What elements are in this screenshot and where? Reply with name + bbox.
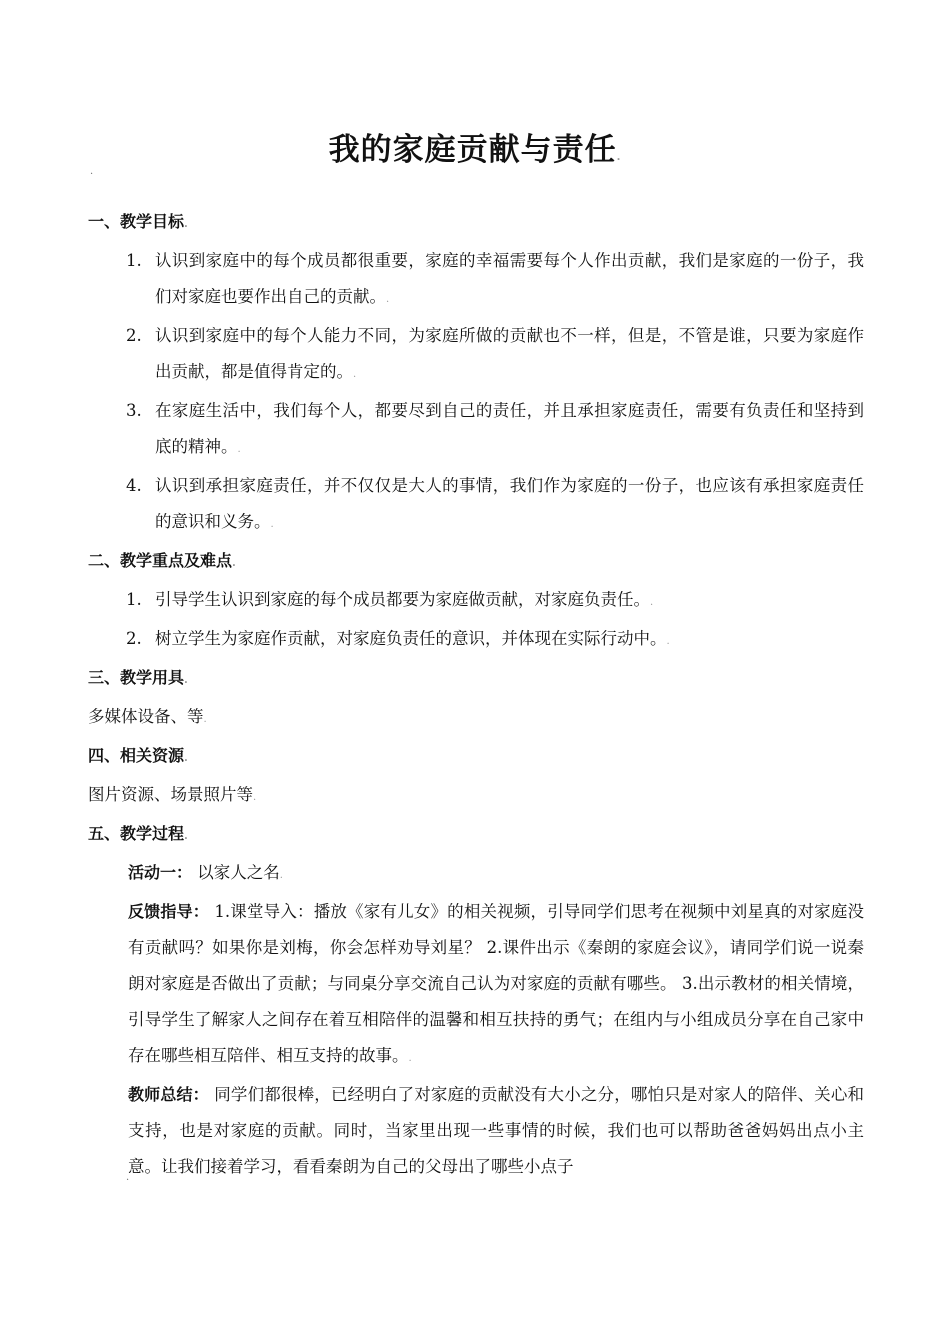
activity-paragraph: 活动一： 以家人之名. bbox=[128, 863, 283, 882]
key-points-list bbox=[88, 582, 864, 660]
section-heading-tools: 三、教学用具. bbox=[88, 668, 188, 687]
summary-label: 教师总结： bbox=[128, 1085, 209, 1104]
feedback-text: 1.课堂导入：播放《家有儿女》的相关视频，引导同学们思考在视频中刘星真的对家庭没有贡献吗？如果你是刘梅，你会怎样劝导刘星？ 2.课件出示《秦朗的家庭会议》，请同学们说一说秦朗对家庭是否做出了贡献；与同桌分享交流自己认为对家庭的贡献有哪些。 3.出示教材的相关情境，引导学生了解家人之间存在着互相陪伴的温馨和相互扶持的勇气；在组内与小组成员分享在自己家中存在哪些相互陪伴、相互支持的故事。 bbox=[128, 902, 864, 1065]
objectives-list bbox=[88, 243, 864, 543]
activity-text: 以家人之名 bbox=[197, 863, 280, 882]
paragraph-mark: · bbox=[126, 1175, 130, 1186]
list-item: 3. 在家庭生活中，我们每个人，都要尽到自己的责任，并且承担家庭责任，需要有负责任和坚持到底的精神。. bbox=[126, 401, 864, 456]
title-text: 我的家庭贡献与责任 bbox=[328, 132, 617, 168]
feedback-label: 反馈指导： bbox=[128, 902, 209, 921]
summary-text: 同学们都很棒，已经明白了对家庭的贡献没有大小之分，哪怕只是对家人的陪伴、关心和支持，也是对家庭的贡献。同时，当家里出现一些事情的时候，我们也可以帮助爸爸妈妈出点小主意。让我们接着学习，看看秦朗为自己的父母出了哪些小点子 bbox=[128, 1085, 864, 1176]
tools-text: 多媒体设备、等. bbox=[88, 707, 207, 726]
list-item: 1. 认识到家庭中的每个成员都很重要，家庭的幸福需要每个人作出贡献，我们是家庭的一份子，我们对家庭也要作出自己的贡献。. bbox=[126, 251, 864, 306]
feedback-paragraph: 反馈指导： 1.课堂导入：播放《家有儿女》的相关视频，引导同学们思考在视频中刘星真的对家庭没有贡献吗？如果你是刘梅，你会怎样劝导刘星？ 2.课件出示《秦朗的家庭会议》，请同学们说一说秦朗对家庭是否做出了贡献；与同桌分享交流自己认为对家庭的贡献有哪些。 3.出示教材的相关情境，引导学生了解家人之间存在着互相陪伴的温馨和相互扶持的勇气；在组内与小组成员分享在自己家中存在哪些相互陪伴、相互支持的故事。. bbox=[128, 902, 864, 1065]
resources-text: 图片资源、场景照片等. bbox=[88, 785, 257, 804]
list-item: 2. 树立学生为家庭作贡献，对家庭负责任的意识，并体现在实际行动中。. bbox=[126, 629, 670, 648]
section-heading-objectives: 一、教学目标. bbox=[88, 212, 188, 231]
activity-label: 活动一： bbox=[128, 863, 193, 882]
document-body bbox=[88, 204, 864, 1185]
list-item: 2. 认识到家庭中的每个人能力不同，为家庭所做的贡献也不一样，但是，不管是谁，只要为家庭作出贡献，都是值得肯定的。. bbox=[126, 326, 864, 381]
paragraph-mark: · bbox=[90, 169, 94, 180]
list-item: 1. 引导学生认识到家庭的每个成员都要为家庭做贡献，对家庭负责任。. bbox=[126, 590, 654, 609]
page-title bbox=[0, 128, 950, 180]
section-heading-key-points: 二、教学重点及难点. bbox=[88, 551, 236, 570]
summary-paragraph bbox=[88, 1077, 864, 1185]
paragraph-mark: . bbox=[616, 152, 622, 163]
section-heading-resources: 四、相关资源. bbox=[88, 746, 188, 765]
list-item: 4. 认识到承担家庭责任，并不仅仅是大人的事情，我们作为家庭的一份子，也应该有承担家庭责任的意识和义务。. bbox=[126, 476, 864, 531]
section-heading-process: 五、教学过程. bbox=[88, 824, 188, 843]
